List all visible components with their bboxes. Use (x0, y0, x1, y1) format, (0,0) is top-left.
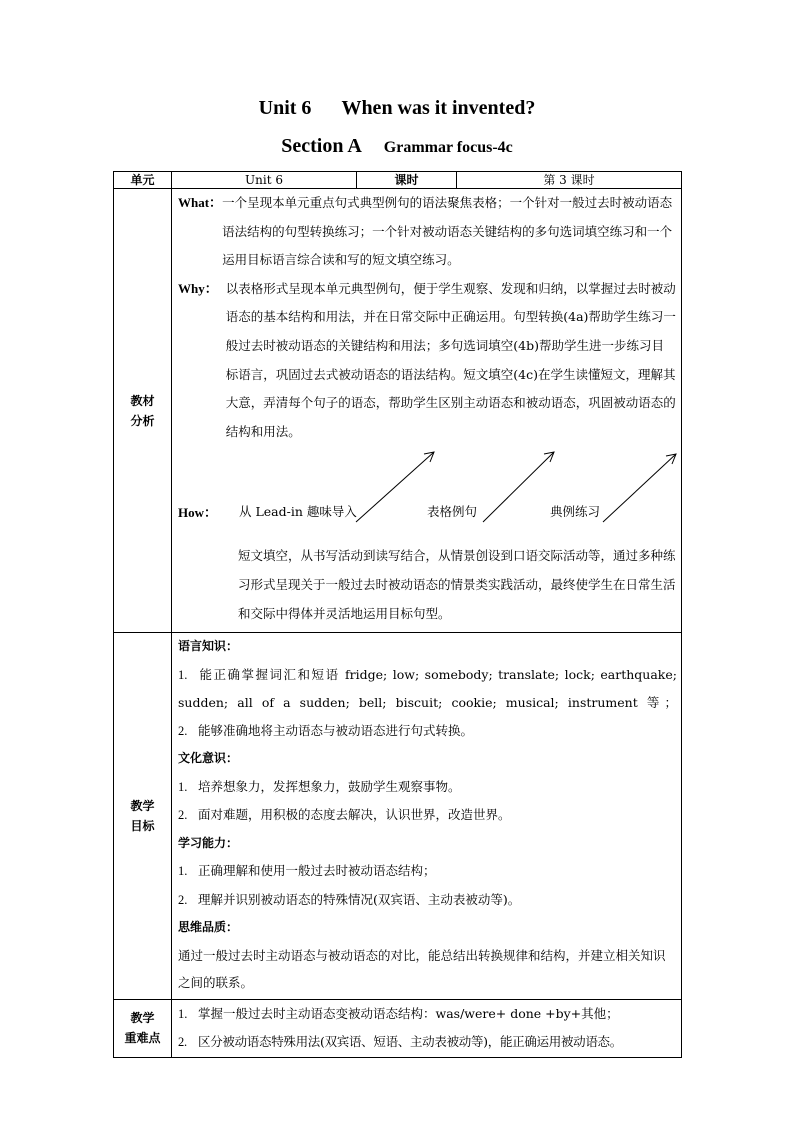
how-key: How： (178, 505, 218, 521)
item-number: 2. (178, 1035, 187, 1050)
arrow-1 (356, 452, 434, 522)
learning-ability-title: 学习能力： (178, 835, 239, 850)
keypoint-item-2-text: 区分被动语态特殊用法(双宾语、短语、主动表被动等)，能正确运用被动语态。 (198, 1034, 622, 1050)
language-item-2-text: 能够准确地将主动语态与被动语态进行句式转换。 (198, 722, 474, 738)
why-key: Why： (178, 280, 218, 296)
keypoints-content (172, 999, 682, 1057)
goals-content (172, 633, 682, 1000)
arrow-3 (603, 454, 676, 522)
language-knowledge-title: 语言知识： (178, 639, 239, 654)
thinking-quality-title: 思维品质： (178, 920, 239, 935)
analysis-label-line-2: 分析 (130, 413, 155, 428)
keypoint-item-2 (178, 1028, 679, 1057)
how-flow (178, 446, 676, 542)
goals-row (114, 633, 682, 1000)
culture-item-1-text: 培养想象力，发挥想象力，鼓励学生观察事物。 (198, 778, 461, 794)
item-number: 2. (178, 723, 188, 738)
analysis-content (172, 189, 682, 633)
item-number: 1. (178, 667, 188, 682)
unit-number: Unit 6 (258, 97, 312, 119)
what-key: What： (178, 195, 223, 210)
how-text: 短文填空，从书写活动到读写结合，从情景创设到口语交际活动等，通过多种练习形式呈现关于一般过去时被动语态的情景类实践活动，最终使学生在日常生活和交际中得体并灵活地运用目标句型。 (238, 548, 676, 621)
analysis-label (114, 189, 172, 633)
why-paragraph (178, 275, 676, 447)
culture-title: 文化意识： (178, 751, 239, 766)
unit-value: Unit 6 (172, 172, 357, 189)
section-name: Section A (281, 135, 362, 157)
how-step-2: 表格例句 (427, 504, 478, 520)
item-number: 2. (178, 892, 188, 907)
language-item-2 (178, 717, 677, 746)
keypoints-label-line-2: 重难点 (124, 1031, 161, 1046)
how-step-3: 典例练习 (550, 504, 601, 520)
unit-title (0, 97, 794, 120)
header-row (114, 172, 682, 189)
unit-question: When was it invented? (341, 97, 536, 119)
goals-label (114, 633, 172, 1000)
item-number: 1. (178, 779, 188, 794)
keypoints-label (114, 999, 172, 1057)
culture-item-2 (178, 801, 677, 830)
keypoint-item-1 (178, 1000, 679, 1029)
goals-label-line-1: 教学 (130, 798, 155, 813)
keypoints-label-line-1: 教学 (130, 1011, 155, 1026)
learning-item-2 (178, 886, 677, 915)
why-text: 以表格形式呈现本单元典型例句，便于学生观察、发现和归纳，以掌握过去时被动语态的基本结构和用法，并在日常交际中正确运用。句型转换(4a)帮助学生练习一般过去时被动语态的关键结构和用法；多句选词填空(4b)帮助学生进一步练习目标语言，巩固过去式被动语态的语法结构。短文填空(4c)在学生读懂短文，理解其大意，弄清每个句子的语态，帮助学生区别主动语态和被动语态，巩固被动语态的结构和用法。 (225, 280, 676, 439)
learning-item-1-text: 正确理解和使用一般过去时被动语态结构； (198, 863, 436, 879)
language-item-1 (178, 661, 677, 717)
keypoints-row (114, 999, 682, 1057)
period-label: 课时 (357, 172, 457, 189)
thinking-text: 通过一般过去时主动语态与被动语态的对比，能总结出转换规律和结构，并建立相关知识之间的联系。 (178, 947, 666, 991)
unit-label: 单元 (114, 172, 172, 189)
what-paragraph (178, 189, 676, 275)
item-number: 2. (178, 808, 188, 823)
analysis-label-line-1: 教材 (130, 393, 155, 408)
analysis-row (114, 189, 682, 633)
section-title (0, 135, 794, 158)
item-number: 1. (178, 1006, 188, 1021)
language-item-1-text: 能正确掌握词汇和短语 fridge; low; somebody; translate; lock; earthquake; sudden; all of a sudden; bell; biscuit; cookie; musical; instrument 等； (178, 666, 677, 711)
how-step-1: 从 Lead-in 趣味导入 (239, 504, 357, 520)
culture-item-1 (178, 773, 677, 802)
learning-item-2-text: 理解并识别被动语态的特殊情况(双宾语、主动表被动等)。 (198, 891, 521, 907)
period-value: 第 3 课时 (457, 172, 682, 189)
item-number: 1. (178, 864, 188, 879)
goals-label-line-2: 目标 (130, 818, 155, 833)
culture-item-2-text: 面对难题，用积极的态度去解决，认识世界，改造世界。 (198, 807, 511, 823)
learning-item-1 (178, 857, 677, 886)
section-topic: Grammar focus-4c (383, 139, 513, 156)
what-text: 一个呈现本单元重点句式典型例句的语法聚焦表格；一个针对一般过去时被动语态语法结构的句型转换练习；一个针对被动语态关键结构的多句选词填空练习和一个运用目标语言综合读和写的短文填空练习。 (222, 195, 673, 268)
arrow-2 (483, 452, 554, 522)
lesson-plan-table (113, 171, 682, 1058)
keypoint-item-1-text: 掌握一般过去时主动语态变被动语态结构：was/were+ done +by+其他； (198, 1005, 619, 1021)
